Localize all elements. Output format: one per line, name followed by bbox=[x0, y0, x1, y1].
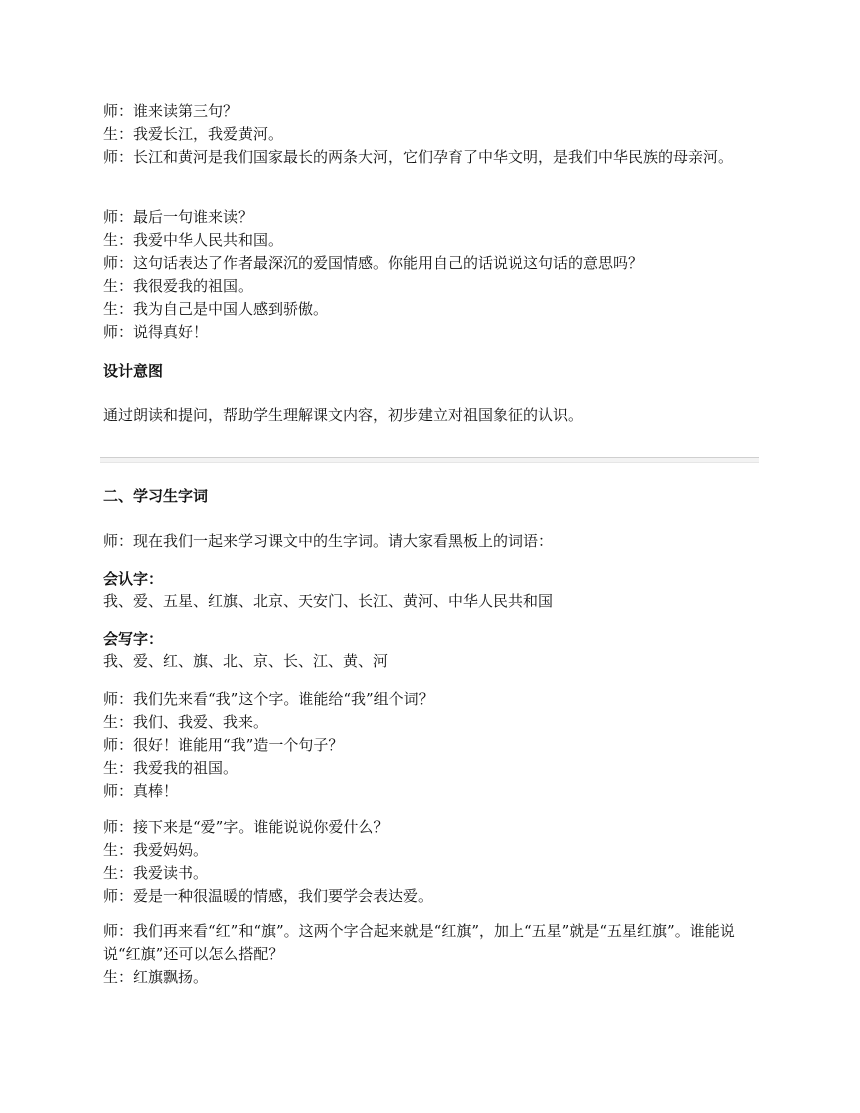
dialog-line: 生：我爱中华人民共和国。 bbox=[103, 231, 284, 249]
write-words: 我、爱、红、旗、北、京、长、江、黄、河 bbox=[103, 652, 389, 670]
design-intent-text: 通过朗读和提问，帮助学生理解课文内容，初步建立对祖国象征的认识。 bbox=[103, 406, 584, 424]
dialog-line: 生：我很爱我的祖国。 bbox=[103, 277, 254, 295]
dialog-line: 师：这句话表达了作者最深沉的爱国情感。你能用自己的话说说这句话的意思吗？ bbox=[103, 254, 644, 272]
dialog-line: 师：最后一句谁来读？ bbox=[103, 208, 254, 226]
dialog-line: 生：我爱长江，我爱黄河。 bbox=[103, 125, 284, 143]
dialog-line: 师：我们先来看“我”这个字。谁能给“我”组个词？ bbox=[103, 690, 434, 708]
dialog-line: 师：爱是一种很温暖的情感，我们要学会表达爱。 bbox=[103, 887, 434, 905]
dialog-block-ai bbox=[103, 816, 763, 908]
dialog-block-last-sentence bbox=[103, 206, 763, 344]
dialog-line: 生：红旗飘扬。 bbox=[103, 968, 209, 986]
dialog-block-hongqi bbox=[103, 920, 763, 989]
dialog-line: 师：长江和黄河是我们国家最长的两条大河，它们孕育了中华文明，是我们中华民族的母亲河。 bbox=[103, 148, 734, 166]
dialog-line: 师：真棒！ bbox=[103, 782, 179, 800]
dialog-line: 师：很好！谁能用“我”造一个句子？ bbox=[103, 736, 344, 754]
write-label: 会写字： bbox=[103, 630, 164, 648]
dialog-block-third-sentence bbox=[103, 100, 763, 169]
dialog-line: 生：我爱读书。 bbox=[103, 864, 209, 882]
dialog-block-wo bbox=[103, 688, 763, 803]
dialog-line: 生：我为自己是中国人感到骄傲。 bbox=[103, 300, 329, 318]
recognize-words: 我、爱、五星、红旗、北京、天安门、长江、黄河、中华人民共和国 bbox=[103, 592, 554, 610]
dialog-line: 生：我爱我的祖国。 bbox=[103, 759, 239, 777]
dialog-line: 生：我爱妈妈。 bbox=[103, 841, 209, 859]
dialog-line: 生：我们、我爱、我来。 bbox=[103, 713, 269, 731]
section-divider bbox=[100, 457, 759, 463]
dialog-line: 师：谁来读第三句？ bbox=[103, 102, 239, 120]
dialog-line: 师：接下来是“爱”字。谁能说说你爱什么？ bbox=[103, 818, 389, 836]
dialog-line: 师：我们再来看“红”和“旗”。这两个字合起来就是“红旗”，加上“五星”就是“五星红旗”。谁能说说“红旗”还可以怎么搭配？ bbox=[103, 922, 735, 963]
design-intent-heading: 设计意图 bbox=[103, 362, 164, 380]
section-intro: 师：现在我们一起来学习课文中的生字词。请大家看黑板上的词语： bbox=[103, 532, 554, 550]
dialog-line: 师：说得真好！ bbox=[103, 323, 209, 341]
section-heading: 二、学习生字词 bbox=[103, 487, 209, 505]
recognize-label: 会认字： bbox=[103, 570, 164, 588]
